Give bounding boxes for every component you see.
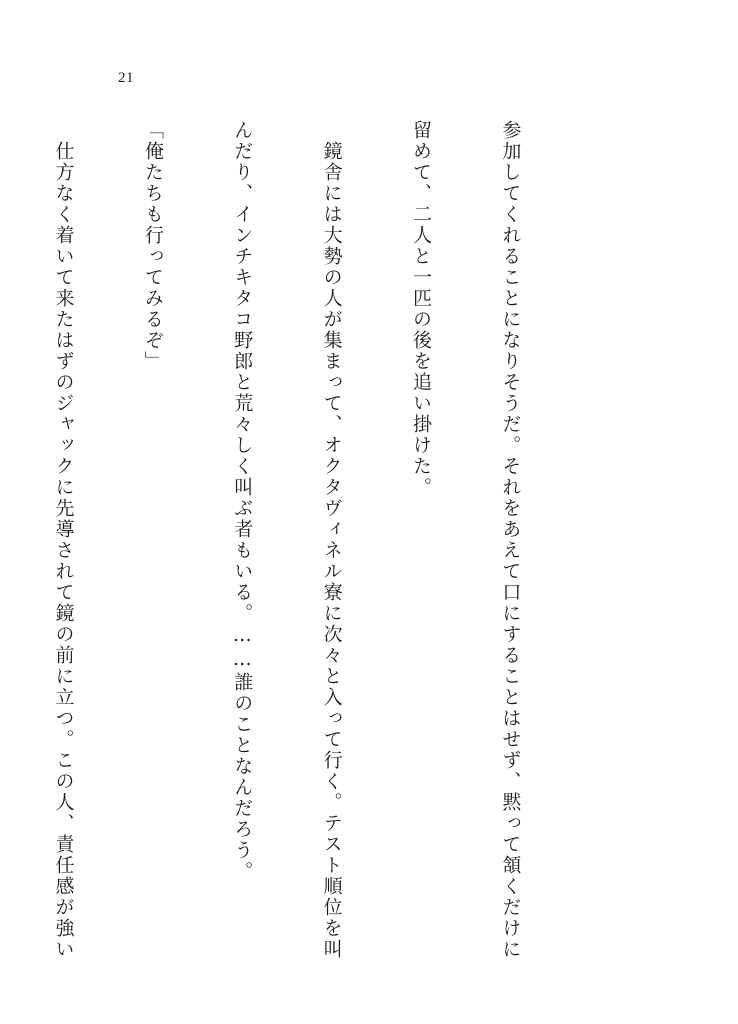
text-line: 留めて、二人と一匹の後を追い掛けた。 [410,120,433,498]
text-line: 「俺たちも行ってみるぞ」 [141,120,164,372]
body-text [52,120,584,960]
page-number: 21 [118,70,134,86]
text-line: 参加してくれることになりそうだ。それをあえて口にすることはせず、黙って頷くだけに [499,120,522,960]
text-line: んだり、インチキタコ野郎と荒々しく叫ぶ者もいる。……誰のことなんだろう。 [231,120,254,882]
text-line: 鏡舎には大勢の人が集まって、オクタヴィネル寮に次々と入って行く。テスト順位を叫 [320,120,343,960]
text-line: 仕方なく着いて来たはずのジャックに先導されて鏡の前に立つ。この人、責任感が強い [52,120,75,960]
